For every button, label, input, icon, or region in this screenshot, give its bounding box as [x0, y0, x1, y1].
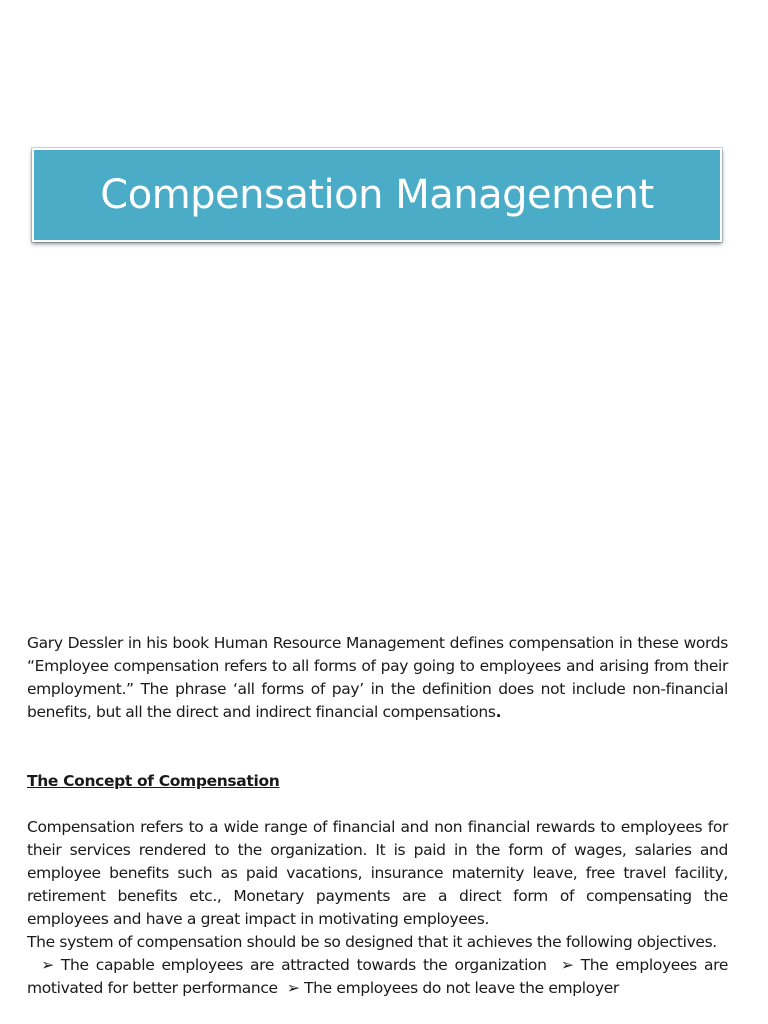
concept-paragraph: Compensation refers to a wide range of financial and non financial rewards to employees for their services rendered to the organization. It is paid in the form of wages, salaries and employee benefits such as paid vacations, insurance maternity leave, free travel facility, retirement benefits etc., Monetary payments are a direct form of compensating the employees and have a great impact in motivating employees.	[27, 818, 728, 928]
document-body	[27, 632, 728, 1000]
objectives-intro: The system of compensation should be so designed that it achieves the following objectives.	[27, 933, 717, 951]
section-heading: The Concept of Compensation	[27, 772, 280, 790]
objectives-list: ➢ The capable employees are attracted towards the organization ➢ The employees are motivated for better performance ➢ The employees do not leave the employer	[27, 956, 728, 997]
intro-text: Gary Dessler in his book Human Resource Management defines compensation in these words “Employee compensation refers to all forms of pay going to employees and arising from their employment.” The phrase ‘all forms of pay’ in the definition does not include non-financial benefits, but all the direct and indirect financial compensations	[27, 634, 728, 721]
title-banner	[32, 148, 722, 242]
intro-paragraph	[27, 632, 728, 724]
page-title: Compensation Management	[100, 172, 654, 218]
intro-end: .	[495, 703, 502, 721]
